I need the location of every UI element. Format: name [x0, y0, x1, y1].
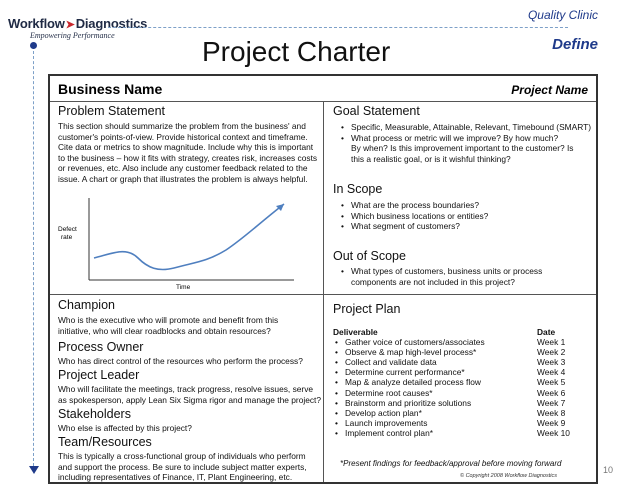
stakeholders-heading: Stakeholders	[58, 407, 131, 421]
timeline-dot-icon	[30, 42, 37, 49]
problem-line: issue. A chart or graph that illustrates the problem is always helpful.	[58, 173, 308, 184]
timeline-line	[33, 46, 34, 466]
list-item: • What process or metric will we improve? By how much?	[337, 133, 595, 144]
logo-tagline: Empowering Performance	[30, 31, 115, 40]
date-cell: Week 3	[537, 357, 566, 368]
champion-line: initiative, who will clear roadblocks and obtain resources?	[58, 325, 271, 336]
project-plan-heading: Project Plan	[333, 302, 401, 316]
logo-word-1: Workflow	[8, 16, 65, 31]
deliverable-cell: • Map & analyze detailed process flow	[333, 377, 537, 387]
deliverable-cell: • Determine current performance*	[333, 367, 537, 377]
process-owner-line: Who has direct control of the resources who perform the process?	[58, 356, 303, 366]
stakeholders-text	[58, 423, 323, 434]
table-row	[333, 367, 583, 377]
date-cell: Week 6	[537, 387, 566, 398]
section-label: Quality Clinic	[527, 8, 598, 22]
deliverable-cell: • Collect and validate data	[333, 357, 537, 367]
champion-heading: Champion	[58, 298, 115, 312]
project-leader-line: as spokesperson, apply Lean Six Sigma rigor and manage the project?	[58, 394, 322, 405]
plan-footnote: *Present findings for feedback/approval before moving forward	[340, 459, 562, 468]
timeline-arrow-icon	[29, 466, 39, 474]
list-item: • What are the process boundaries?	[337, 200, 595, 211]
out-of-scope-list	[337, 266, 595, 277]
stakeholders-line: Who else is affected by this project?	[58, 423, 192, 433]
project-name: Project Name	[511, 83, 588, 97]
date-cell: Week 9	[537, 417, 566, 428]
chart-y-label-line: rate	[61, 234, 73, 241]
list-item: • What types of customers, business units or process	[337, 266, 595, 277]
table-row	[333, 398, 583, 408]
chart-x-label: Time	[176, 284, 191, 291]
deliverable-cell: • Implement control plan*	[333, 428, 537, 438]
problem-line: or revenues, etc. Also include any customer feedback related to the	[58, 163, 308, 173]
project-plan-table	[333, 327, 583, 438]
date-cell: Week 10	[537, 427, 570, 438]
chart-y-label	[58, 226, 77, 242]
problem-line: This section should summarize the problem from the business' and	[58, 121, 306, 131]
team-text	[58, 451, 323, 483]
page-number: 10	[603, 465, 614, 475]
problem-text	[58, 121, 323, 184]
date-cell: Week 2	[537, 347, 566, 358]
team-line: This is typically a cross-functional group of individuals who perform	[58, 451, 306, 461]
in-scope-heading: In Scope	[333, 182, 383, 196]
logo-arrow-icon: ➤	[65, 19, 75, 31]
in-scope-list	[337, 200, 595, 232]
table-row	[333, 377, 583, 387]
deliverable-cell: • Gather voice of customers/associates	[333, 337, 537, 347]
business-name: Business Name	[58, 81, 163, 97]
phase-label: Define	[552, 36, 598, 53]
deliverable-cell: • Determine root causes*	[333, 388, 537, 398]
date-cell: Week 8	[537, 407, 566, 418]
champion-line: Who is the executive who will promote and benefit from this	[58, 315, 279, 325]
column-divider	[323, 102, 324, 482]
row-divider-right	[323, 294, 596, 295]
deliverable-cell: • Develop action plan*	[333, 408, 537, 418]
plan-col-deliverable: Deliverable	[333, 327, 378, 337]
date-cell: Week 1	[537, 337, 566, 348]
out-of-scope-continuation: components are not included in this project?	[351, 277, 515, 287]
list-item: • Which business locations or entities?	[337, 211, 595, 222]
table-row	[333, 418, 583, 428]
goal-list	[337, 122, 595, 143]
goal-continuation	[351, 143, 595, 164]
problem-line: to the business – how it fits with strategy, creates risk, increases costs	[58, 152, 318, 163]
date-cell: Week 4	[537, 367, 566, 378]
process-owner-text	[58, 356, 323, 367]
logo-wordmark	[8, 16, 158, 31]
goal-cont-line: this a realistic goal, or is it wishful thinking?	[351, 153, 511, 164]
project-leader-line: Who will facilitate the meetings, track progress, resolve issues, serve	[58, 384, 314, 394]
goal-cont-line: By when? Is this improvement important to the customer? Is	[351, 143, 574, 153]
list-item: • What segment of customers?	[337, 221, 595, 232]
deliverable-cell: • Brainstorm and prioritize solutions	[333, 398, 537, 408]
project-leader-text	[58, 384, 323, 405]
table-row	[333, 337, 583, 347]
deliverable-cell: • Launch improvements	[333, 418, 537, 428]
table-row	[333, 357, 583, 367]
team-line: including representatives of Finance, IT, Plant Engineering, etc.	[58, 472, 293, 482]
page-title: Project Charter	[202, 36, 391, 67]
team-heading: Team/Resources	[58, 435, 152, 449]
table-row	[333, 347, 583, 357]
list-item: • Specific, Measurable, Attainable, Relevant, Timebound (SMART)	[337, 122, 595, 133]
date-cell: Week 7	[537, 397, 566, 408]
logo-word-2: Diagnostics	[75, 16, 148, 31]
out-of-scope-heading: Out of Scope	[333, 249, 406, 263]
table-row	[333, 428, 583, 438]
copyright-text: © Copyright 2008 Workflow Diagnostics	[460, 473, 557, 479]
plan-header-row	[333, 327, 583, 337]
defect-rate-chart	[86, 196, 296, 282]
process-owner-heading: Process Owner	[58, 340, 144, 354]
team-line: and support the process. Be sure to include subject matter experts,	[58, 461, 307, 472]
problem-heading: Problem Statement	[58, 104, 165, 118]
row-divider-left	[50, 294, 323, 295]
chart-y-label-line: Defect	[58, 226, 77, 233]
header-dashed-line	[108, 27, 568, 28]
champion-text	[58, 315, 323, 336]
chart-trend-line	[94, 204, 284, 270]
company-logo	[8, 16, 158, 40]
goal-heading: Goal Statement	[333, 104, 420, 118]
table-row	[333, 408, 583, 418]
plan-col-date: Date	[537, 327, 556, 337]
problem-line: Cite data or metrics to show magnitude. Include why this is important	[58, 142, 314, 152]
project-leader-heading: Project Leader	[58, 368, 140, 382]
deliverable-cell: • Observe & map high-level process*	[333, 347, 537, 357]
problem-line: customer's points-of-view. Provide historical context and timeframe.	[58, 131, 308, 142]
table-row	[333, 388, 583, 398]
date-cell: Week 5	[537, 377, 566, 388]
